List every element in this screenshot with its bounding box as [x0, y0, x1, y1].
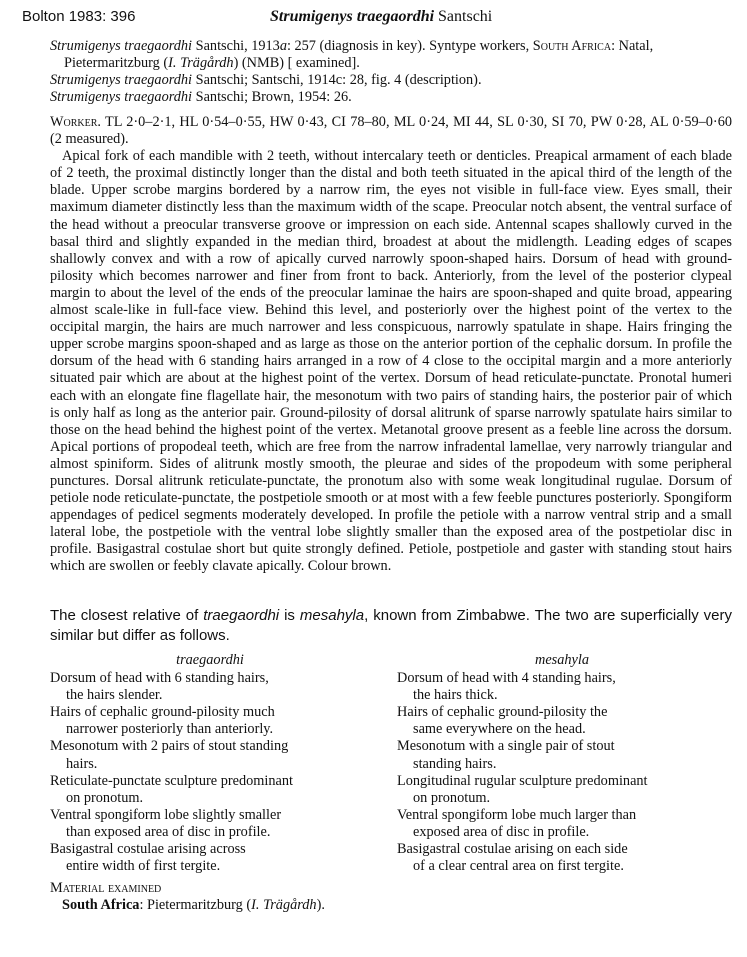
- collector-name: I. Trägårdh: [168, 55, 234, 71]
- comparison-line: Mesonotum with 2 pairs of stout standing: [50, 738, 289, 755]
- comparison-line: entire width of first tergite.: [66, 858, 221, 875]
- comparison-line: Dorsum of head with 6 standing hairs,: [50, 670, 269, 687]
- comparison-line: narrower posteriorly than anteriorly.: [66, 721, 274, 738]
- comparison-item: [50, 704, 370, 738]
- synonym-citation: Santschi; Santschi, 1914c: 28, fig. 4 (description).: [192, 72, 482, 88]
- comparison-line: Longitudinal rugular sculpture predominant: [397, 772, 648, 789]
- description-paragraph: Apical fork of each mandible with 2 teeth, without intercalary teeth or denticles. Preapical armament of each blade of 2 teeth, the proximal distinctly longer than the distal and both teeth situated in the apical third of the length of the blade. Upper scrobe margins bordered by a narrow rim, the eyes not visible in full-face view. Eyes small, their maximum diameter distinctly less than the maximum width of the scape. Preocular notch absent, the ventral surface of the head without a preocular transverse groove or impression on each side. Antennal scapes shallowly curved in the basal third and slightly expanded in the median third, broadest at about the midlength. Leading edges of scapes shallowly convex and with a row of apically curved narrowly spoon-shaped hairs. Dorsum of head with ground-pilosity which becomes narrower and finer from front to back. Anteriorly, from the level of the posterior clypeal margin to about the level of the ends of the preocular laminae the hairs are spoon-shaped and quite broad, appearing almost scale-like in full-face view. Behind this level, and posteriorly over the highest point of the vertex to the occipital margin, the hairs are much narrower and less conspicuous, narrowly spatulate in shape. Hairs fringing the upper scrobe margins spoon-shaped and as large as those on the anterior portion of the cephalic dorsum. In profile the dorsum of the head with 6 standing hairs arranged in a row of 4 close to the occipital margin and a more anteriorly situated pair which are about at the highest point of the vertex. Dorsum of head reticulate-punctate. Pronotal humeri each with an elongate fine flagellate hair, the mesonotum with two pairs of standing hairs, the posterior pair of which is only half as long as the anterior pair. Ground-pilosity of dorsal alitrunk of sparse narrowly spatulate hairs similar to those on the head behind the highest point of the vertex. Metanotal groove present as a feeble line across the dorsum. Apical portions of propodeal teeth, which are free from the narrow infradental lamellae, very narrowly triangular and almost spiniform. Sides of alitrunk mostly smooth, the pleurae and sides of the propodeum with some peripheral punctures. Dorsal alitrunk reticulate-punctate, the pronotum also with some weak longitudinal rugulae. Dorsum of petiole node reticulate-punctate, the postpetiole smooth or at most with a few feeble punctures posteriorly. Spongiform appendages of pedicel segments moderately developed. In profile the petiole with a narrow ventral strip and a small lateral lobe, the postpetiole with the ventral lobe slightly smaller than the exposed area of the postpetiolar disc in profile. Basigastral costulae short but quite strongly defined. Petiole, postpetiole and gaster with standing stout hairs which are swollen or feebly clavate apically. Colour brown.: [50, 148, 732, 575]
- comparison-line: Dorsum of head with 4 standing hairs,: [397, 670, 616, 687]
- material-examined: [50, 880, 325, 914]
- synonymy-entry: [50, 72, 730, 89]
- type-locality: Pietermaritzburg (: [64, 55, 169, 71]
- comparison-line: Hairs of cephalic ground-pilosity the: [397, 704, 608, 721]
- closest-relative-paragraph: [50, 606, 732, 646]
- comparison-line: of a clear central area on first tergite.: [413, 858, 624, 875]
- comparison-line: hairs.: [66, 755, 98, 772]
- comparison-line: standing hairs.: [413, 755, 497, 772]
- comparison-line: on pronotum.: [66, 789, 144, 806]
- measurements: TL 2·0–2·1, HL 0·54–0·55, HW 0·43, CI 78–80, ML 0·24, MI 44, SL 0·30, SI 70, PW 0·28, AL 0·59–0·60 (2 measured).: [50, 114, 732, 148]
- material-collector: I. Trägårdh: [251, 897, 317, 913]
- species-ref: mesahyla: [299, 607, 365, 624]
- species-ref: traegaordhi: [203, 607, 280, 624]
- depository: ) (NMB) [ examined].: [233, 55, 360, 71]
- text-run: The closest relative of: [50, 607, 204, 624]
- comparison-item: [397, 773, 727, 807]
- comparison-item: [397, 841, 727, 875]
- worker-description: [50, 114, 732, 576]
- measurements-paragraph: [50, 114, 732, 148]
- comparison-line: Basigastral costulae arising on each side: [397, 841, 628, 858]
- comparison-line: the hairs slender.: [66, 687, 163, 704]
- comparison-line: than exposed area of disc in profile.: [66, 823, 271, 840]
- comparison-item: [50, 773, 370, 807]
- synonym-name: Strumigenys traegaordhi: [50, 72, 193, 88]
- citation-letter: a: [279, 38, 287, 54]
- page-header: [22, 8, 723, 28]
- comparison-item: [50, 670, 370, 704]
- comparison-item: [50, 841, 370, 875]
- comparison-item: [397, 807, 727, 841]
- comparison-column-traegaordhi: [50, 652, 370, 875]
- material-line: [50, 897, 325, 914]
- comparison-line: same everywhere on the head.: [413, 721, 586, 738]
- species-author: Santschi: [438, 8, 493, 25]
- caste-label: Worker.: [50, 114, 101, 130]
- synonymy-entry: [50, 89, 730, 106]
- synonym-name: Strumigenys traegaordhi: [50, 38, 193, 54]
- text-run: is: [279, 607, 300, 624]
- synonym-citation: Santschi, 1913: [192, 38, 280, 54]
- comparison-line: Basigastral costulae arising across: [50, 841, 246, 858]
- species-title: [270, 8, 492, 26]
- synonymy-entry: [50, 38, 730, 72]
- material-end: ).: [316, 897, 325, 913]
- comparison-line: on pronotum.: [413, 789, 491, 806]
- type-country: South Africa: [532, 38, 612, 54]
- synonym-note: : 257 (diagnosis in key). Syntype workers,: [286, 38, 533, 54]
- comparison-item: [397, 670, 727, 704]
- synonymy-continuation: [50, 55, 730, 72]
- material-heading: Material examined: [50, 880, 162, 896]
- species-name: Strumigenys traegaordhi: [270, 8, 435, 25]
- material-locality: : Pietermaritzburg (: [139, 897, 252, 913]
- comparison-line: the hairs thick.: [413, 687, 498, 704]
- comparison-line: Ventral spongiform lobe much larger than: [397, 806, 637, 823]
- synonym-citation: Santschi; Brown, 1954: 26.: [192, 89, 352, 105]
- text-run: , known from Zimbabwe. The two are superficially very similar but differ as follows.: [50, 607, 732, 644]
- comparison-item: [50, 738, 370, 772]
- comparison-line: Reticulate-punctate sculpture predominant: [50, 772, 293, 789]
- material-country: South Africa: [62, 897, 140, 913]
- column-heading: mesahyla: [535, 652, 589, 668]
- comparison-line: exposed area of disc in profile.: [413, 823, 590, 840]
- column-heading: traegaordhi: [176, 652, 244, 668]
- comparison-line: Hairs of cephalic ground-pilosity much: [50, 704, 275, 721]
- comparison-line: Mesonotum with a single pair of stout: [397, 738, 615, 755]
- type-region: : Natal,: [611, 38, 654, 54]
- comparison-column-mesahyla: [397, 652, 727, 875]
- comparison-item: [50, 807, 370, 841]
- synonym-name: Strumigenys traegaordhi: [50, 89, 193, 105]
- comparison-item: [397, 704, 727, 738]
- comparison-item: [397, 738, 727, 772]
- page-reference: Bolton 1983: 396: [22, 8, 136, 25]
- comparison-line: Ventral spongiform lobe slightly smaller: [50, 806, 282, 823]
